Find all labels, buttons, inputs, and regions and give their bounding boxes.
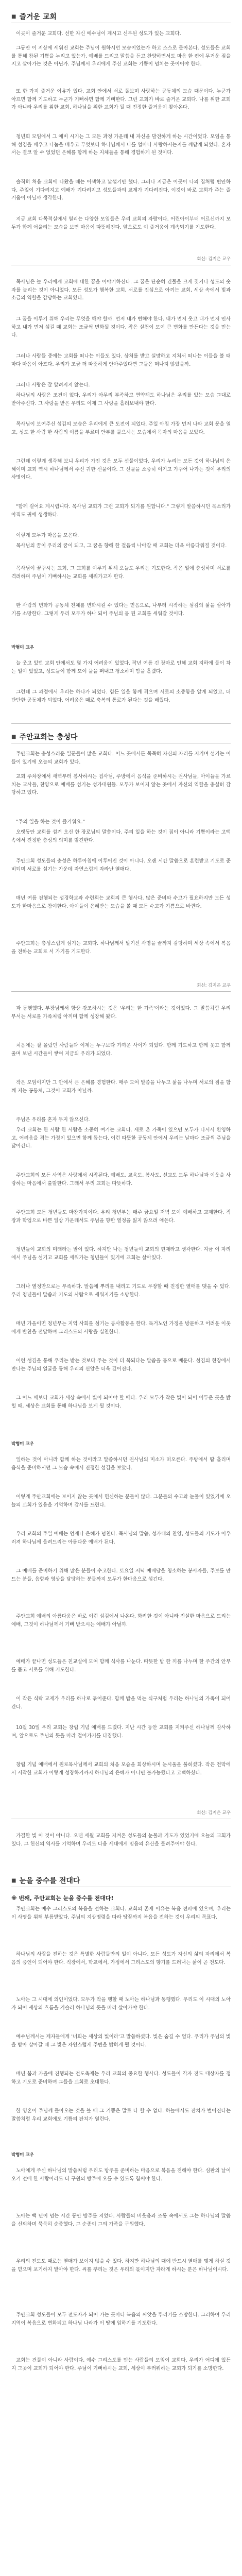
paragraph: 하나님의 사랑을 전하는 것은 특별한 사람들만의 일이 아니다. 모든 성도가 자신의 삶의 자리에서 복음의 증인이 되어야 한다. 직장에서, 학교에서, 가정에서 그리스도의 향기를 드러내는 삶이 곧 전도다. bbox=[11, 1952, 231, 1965]
paragraph: 매년 여름 진행되는 성경학교와 수련회는 교회의 큰 행사다. 많은 준비와 수고가 필요하지만 모든 성도가 한마음으로 참여한다. 아이들이 은혜받는 모습을 볼 때 모든 수고가 기쁨으로 바뀐다. bbox=[11, 895, 231, 909]
paragraph: 목사님은 늘 우리에게 교회에 대한 꿈을 이야기하신다. 그 꿈은 단순히 건물을 크게 짓거나 성도의 숫자를 늘리는 것이 아니었다. 모든 성도가 행복한 교회, 서로를 진심으로 아끼는 교회, 세상 속에서 빛과 소금의 역할을 감당하는 교회였다. bbox=[11, 279, 231, 301]
paragraph: 우리 교회의 주일 예배는 언제나 은혜가 넘친다. 목사님의 말씀, 성가대의 찬양, 성도들의 기도가 어우러져 하나님께 올려드리는 아름다운 예배가 된다. bbox=[11, 1531, 231, 1545]
paragraph: 주안교회는 충성스러운 일꾼들이 많은 교회다. 어느 곳에서든 묵묵히 자신의 자리를 지키며 섬기는 이들이 있기에 오늘의 교회가 있다. bbox=[11, 751, 231, 765]
paragraph: 청년회 모임에서 그 예비 시기는 그 모든 과정 가운데 내 자신을 발견하게 하는 시간이었다. 모임을 통해 섬김을 배우고 나눔을 배우고 무엇보다 하나님께서 나를 얼마나 사랑하시는지를 깨닫게 되었다. 혼자서는 결코 알 수 없었던 은혜를 함께 하는 지체들을 통해 경험하게 된 것이다. bbox=[11, 134, 231, 156]
paragraph: 하나님의 사랑은 조건이 없다. 우리가 아무리 부족하고 연약해도 하나님은 우리를 있는 모습 그대로 받아주신다. 그 사랑을 받은 우리도 이제 그 사랑을 흘려보내야 한다. bbox=[11, 393, 231, 406]
paragraph: 한 사람의 변화가 공동체 전체를 변화시킬 수 있다는 믿음으로, 나부터 시작하는 섬김의 삶을 살아가기를 소망한다. 그렇게 우리 모두가 하나 되어 주님의 몸 된 교회를 세워갈 것이다. bbox=[11, 603, 231, 617]
paragraph: 주안교회 성도들의 충성은 하루아침에 이루어진 것이 아니다. 오랜 시간 말씀으로 훈련받고 기도로 준비되며 서로를 섬기는 가운데 자연스럽게 자라난 열매다. bbox=[11, 858, 231, 872]
paragraph: 그러나 사랑은 잘 알려지지 않는다. bbox=[16, 382, 90, 388]
paragraph: 그 어느 때보다 교회가 세상 속에서 빛이 되어야 할 때다. 우리 모두가 작은 빛이 되어 어두운 곳을 밝힐 때, 세상은 교회를 통해 하나님을 보게 될 것이다. bbox=[11, 1395, 231, 1409]
paragraph: 교회는 건물이 아니라 사람이다. 예수 그리스도를 믿는 사람들의 모임이 교회다. 우리가 어디에 있든지 그곳이 교회가 되어야 한다. 주님이 기뻐하시는 교회, 세상이 부러워하는 교회가 되기를 소망한다. bbox=[11, 2358, 231, 2371]
paragraph: 이곳이 즐거운 교회다. 선한 자신 예수님이 계시고 신부된 성도가 있는 교회다. bbox=[16, 31, 181, 37]
paragraph: 주님은 우리를 혼자 두지 않으신다. bbox=[16, 1117, 90, 1123]
paragraph: 일하는 것이 아니라 함께 하는 것이라고 말씀하시던 권사님의 미소가 떠오른다. 주방에서 땀 흘리며 음식을 준비하시던 그 모습 속에서 진정한 섬김을 보았다. bbox=[11, 1457, 231, 1471]
paragraph: 지금 교회 다목적실에서 열리는 다양한 모임들은 우리 교회의 자랑이다. 어린아이부터 어르신까지 모두가 함께 어울리는 모습을 보면 마음이 따뜻해진다. 앞으로도 이 즐거움이 계속되기를 기도한다. bbox=[11, 216, 231, 230]
paragraph: 그런데 그 과정에서 우리는 하나가 되었다. 힘든 일을 함께 겪으며 서로의 소중함을 알게 되었고, 더 단단한 공동체가 되었다. 어려움은 때로 축복의 통로가 된다는 것을 배웠다. bbox=[11, 689, 231, 703]
paragraph: 이렇게 모두가 마음을 모은다. bbox=[16, 533, 79, 538]
paragraph: 그런데 이렇게 생각해 보니 우리가 가진 것은 모두 선물이었다. 우리가 누리는 모든 것이 하나님의 은혜이며 교회 역시 하나님께서 주신 귀한 선물이다. 그 선물을 소중히 여기고 가꾸어 나가는 것이 우리의 사명이다. bbox=[11, 459, 231, 480]
paragraph: 예배가 끝나면 성도들은 친교실에 모여 함께 식사를 나눈다. 따뜻한 밥 한 끼를 나누며 한 주간의 안부를 묻고 서로를 위해 기도한다. bbox=[11, 1659, 231, 1673]
byline: 회신: 김지은 교우 bbox=[197, 1810, 231, 1816]
paragraph: 우리 교회는 한 사람 한 사람을 소중히 여기는 교회다. 새로 온 가족이 있으면 모두가 나서서 환영하고, 어려움을 겪는 가정이 있으면 함께 돕는다. 이런 따뜻한 공동체 안에서 우리는 날마다 조금씩 주님을 닮아간다. bbox=[11, 1127, 231, 1149]
section-divider bbox=[11, 991, 231, 992]
section-title-3: ■ 주안교회는 충성다 bbox=[11, 733, 78, 741]
author-tag: 박형미 교우 bbox=[11, 645, 34, 650]
paragraph: 또 한 가지 즐거운 이유가 있다. 교회 안에서 서로 돌보며 사랑하는 공동체의 모습 때문이다. 누군가 아프면 함께 기도하고 누군가 기뻐하면 함께 기뻐한다. 그런 교회가 바로 즐거운 교회다. 나를 위한 교회가 아니라 우리를 위한 교회, 하나님을 위한 교회가 될 때 진정한 즐거움이 찾아온다. bbox=[11, 89, 231, 110]
section-title-5: ■ 눈을 중수를 전대다 bbox=[11, 1877, 80, 1885]
paragraph: 목사님이 꿈꾸시는 교회, 그 교회를 이루기 위해 오늘도 우리는 기도한다. 작은 일에 충성하며 서로를 격려하며 주님이 기뻐하시는 교회를 세워가고자 한다. bbox=[11, 566, 231, 580]
paragraph: 늘 웃고 있던 교회 안에서도 몇 가지 어려움이 있었다. 작년 여름 긴 장마로 인해 교회 지하에 물이 차는 일이 있었고, 성도들이 함께 모여 물을 퍼내고 청소하며 땀을 흘렸다. bbox=[11, 660, 231, 674]
paragraph: 10월 30일 우리 교회는 창립 기념 예배를 드렸다. 지난 시간 동안 교회를 지켜주신 하나님께 감사하며, 앞으로도 주님의 뜻을 따라 걸어가기를 다짐했다. bbox=[11, 1725, 231, 1739]
paragraph: "함께 걸어요 계시렵니다. 목사님 교회가 그런 교회가 되기를 원합니다." 그렇게 말씀하시던 목소리가 아직도 귀에 생생하다. bbox=[11, 504, 231, 518]
paragraph: 작은 모임이지만 그 안에서 큰 은혜를 경험한다. 매주 모여 말씀을 나누고 삶을 나누며 서로의 짐을 함께 지는 공동체, 그것이 교회가 아닐까. bbox=[11, 1080, 231, 1094]
paragraph: 주안교회 성도들이 모두 전도자가 되어 가는 곳마다 복음의 씨앗을 뿌리기를 소망한다. 그리하여 우리 지역이 복음으로 변화되고 하나님 나라가 이 땅에 임하기를 기도한다. bbox=[11, 2312, 231, 2326]
paragraph: 그 꿈을 이루기 위해 우리는 무엇을 해야 할까. 먼저 내가 변해야 한다. 내가 먼저 웃고 내가 먼저 인사하고 내가 먼저 섬길 때 교회는 조금씩 변화될 것이다. 작은 실천이 모여 큰 변화를 만든다는 것을 믿는다. bbox=[11, 316, 231, 338]
paragraph: 노아에게 주신 하나님의 말씀처럼 우리도 방주를 준비하는 마음으로 복음을 전해야 한다. 심판의 날이 오기 전에 한 사람이라도 더 구원의 방주에 오를 수 있도록 힘써야 한다. bbox=[11, 2168, 231, 2182]
paragraph: 주안교회 모든 청년들도 마찬가지이다. 우리 청년부는 매주 금요일 저녁 모여 예배하고 교제한다. 직장과 학업으로 바쁜 일상 가운데서도 주님을 향한 열정을 잃지 않으려 애쓴다. bbox=[11, 1210, 231, 1224]
bullet-icon: ■ bbox=[11, 734, 16, 740]
paragraph: 주안교회는 예수 그리스도의 복음을 전하는 교회다. 교회의 존재 이유는 복음 전파에 있으며, 우리는 이 사명을 위해 부름받았다. 주님의 지상명령을 따라 땅끝까지 복음을 전하는 것이 우리의 목표다. bbox=[11, 1906, 231, 1920]
bullet-icon: ■ bbox=[11, 13, 16, 20]
paragraph: 그동안 이 지상에 세워진 교회는 주님이 원하시던 모습이었는가 하고 스스로 돌아본다. 성도들은 교회를 통해 참된 기쁨을 누리고 있는가. 예배를 드리고 말씀을 듣고 찬양하면서도 마음 한 켠에 무거운 짐을 지고 살아가는 것은 아닌가. 주님께서 우리에게 주신 교회는 기쁨이 넘치는 곳이어야 한다. bbox=[11, 45, 231, 67]
paragraph: 솔직히 처음 교회에 나왔을 때는 어색하고 낯설기만 했다. 그러나 지금은 이곳이 나의 집처럼 편안하다. 주일이 기다려지고 예배가 기다려지고 성도들과의 교제가 기다려진다. 이것이 바로 교회가 주는 즐거움이 아닐까 생각한다. bbox=[11, 179, 231, 201]
paragraph: 이렇게 주안교회에는 보이지 않는 곳에서 헌신하는 분들이 많다. 그분들의 수고와 눈물이 있었기에 오늘의 교회가 있음을 기억하며 감사를 드린다. bbox=[11, 1494, 231, 1508]
paragraph: 창립 기념 예배에서 원로목사님께서 교회의 처음 모습을 회상하시며 눈시울을 붉히셨다. 작은 천막에서 시작한 교회가 이렇게 성장하기까지 하나님의 은혜가 아니면 불가능했다고 고백하셨다. bbox=[11, 1762, 231, 1776]
sub-heading: ※ 번째, 주안교회는 눈을 중수를 전대다! bbox=[11, 1895, 114, 1902]
byline: 회신: 김지은 교우 bbox=[197, 257, 231, 262]
paragraph: 매년 가을이면 청년부는 지역 사회를 섬기는 봉사활동을 한다. 독거노인 가정을 방문하고 어려운 이웃에게 반찬을 전달하며 그리스도의 사랑을 실천한다. bbox=[11, 1321, 231, 1335]
section-title-1: ■ 즐거운 교회 bbox=[11, 13, 57, 21]
paragraph: 목사님의 꿈이 우리의 꿈이 되고, 그 꿈을 향해 한 걸음씩 나아갈 때 교회는 더욱 아름다워질 것이다. bbox=[16, 543, 227, 549]
byline: 회신: 김지은 교우 bbox=[197, 983, 231, 988]
author-tag: 박형미 교우 bbox=[11, 1442, 34, 1447]
paragraph: 주안교회는 충성스럽게 섬기는 교회다. 하나님께서 맡기신 사명을 끝까지 감당하며 세상 속에서 복음을 전하는 교회로 서 가기를 기도한다. bbox=[11, 941, 231, 955]
paragraph: 주안교회의 모든 사역은 사랑에서 시작된다. 예배도, 교육도, 봉사도, 선교도 모두 하나님과 이웃을 사랑하는 마음에서 출발한다. 그래서 우리 교회는 따뜻하다. bbox=[11, 1173, 231, 1187]
paragraph: 주안교회 예배의 아름다움은 바로 이런 섬김에서 나온다. 화려한 것이 아니라 진실한 마음으로 드리는 예배, 그것이 하나님께서 기뻐 받으시는 예배가 아닐까. bbox=[11, 1614, 231, 1628]
paragraph: 가결한 빛 이 것이 아니다. 오랜 세월 교회를 지켜온 성도들의 눈물과 기도가 있었기에 오늘의 교회가 있다. 그 헌신의 역사를 기억하며 우리도 다음 세대에게 믿음의 유산을 물려주어야 한다. bbox=[11, 1833, 231, 1847]
paragraph: 그 예배를 준비하기 위해 많은 분들이 수고한다. 토요일 저녁 예배당을 청소하는 봉사자들, 주보를 만드는 분들, 음향과 영상을 담당하는 분들까지 모두가 한마음으로 섬긴다. bbox=[11, 1568, 231, 1582]
paragraph: 노아는 백 년이 넘는 시간 동안 방주를 지었다. 사람들의 비웃음과 조롱 속에서도 그는 하나님의 말씀을 신뢰하며 묵묵히 순종했다. 그 순종이 그의 가족을 구원했다. bbox=[11, 2213, 231, 2227]
paragraph: 청년들이 교회의 미래라는 말이 있다. 하지만 나는 청년들이 교회의 현재라고 생각한다. 지금 이 자리에서 주님을 섬기고 교회를 세워가는 청년들이 있기에 교회는 살아있다. bbox=[11, 1247, 231, 1261]
paragraph: 목사님이 보여주신 섬김의 모습은 우리에게 큰 도전이 되었다. 주일 아침 가장 먼저 나와 교회 문을 열고, 성도 한 사람 한 사람의 이름을 부르며 안부를 물으시는 모습에서 목자의 마음을 보았다. bbox=[11, 421, 231, 435]
paragraph: 과 동행했다. 부장님께서 항상 강조하시는 것은 '우리는 한 가족'이라는 것이었다. 그 말씀처럼 우리 부서는 서로를 가족처럼 아끼며 함께 성장해 왔다. bbox=[11, 1006, 231, 1020]
paragraph: 그러나 사람들 중에는 교회를 떠나는 이들도 있다. 상처를 받고 실망하고 지쳐서 떠나는 이들을 볼 때마다 마음이 아프다. 우리가 조금 더 따뜻하게 안아주었다면 그들은 떠나지 않았을까. bbox=[11, 353, 231, 367]
paragraph: 노아는 그 시대에 의인이었다. 모두가 악을 행할 때 노아는 하나님과 동행했다. 우리도 이 시대의 노아가 되어 세상의 흐름을 거슬러 하나님의 뜻을 따라 살아가야 한다. bbox=[11, 1997, 231, 2011]
paragraph: 교회 주차장에서 새벽부터 봉사하시는 집사님, 주방에서 음식을 준비하시는 권사님들, 아이들을 가르치는 교사들, 찬양으로 예배를 섬기는 성가대원들. 모두가 보이지 않는 곳에서 자신의 역할을 충실히 감당하고 있다. bbox=[11, 774, 231, 795]
paragraph: 한 영혼이 주님께 돌아오는 것을 볼 때 그 기쁨은 말로 다 할 수 없다. 하늘에서도 잔치가 벌어진다는 말씀처럼 우리 교회에도 기쁨의 잔치가 열린다. bbox=[11, 2108, 231, 2122]
paragraph: 오랫동안 교회를 섬겨 오신 한 장로님의 말씀이다. 주의 일을 하는 것이 짐이 아니라 기쁨이라는 고백 속에서 진정한 충성의 의미를 발견한다. bbox=[11, 829, 231, 843]
paragraph: "주의 일을 하는 것이 즐거워요." bbox=[16, 819, 85, 825]
paragraph: 그러나 열정만으로는 부족하다. 말씀에 뿌리를 내리고 기도로 무장할 때 진정한 열매를 맺을 수 있다. 우리 청년들이 말씀과 기도의 사람으로 세워지기를 소망한다. bbox=[11, 1284, 231, 1298]
paragraph: 예수님께서는 제자들에게 '너희는 세상의 빛이라'고 말씀하셨다. 빛은 숨길 수 없다. 우리가 주님의 빛을 받아 살아갈 때 그 빛은 자연스럽게 주변을 밝히게 될 것이다. bbox=[11, 2034, 231, 2048]
paragraph: 매년 봄과 가을에 진행되는 전도축제는 우리 교회의 중요한 행사다. 성도들이 각자 전도 대상자를 정하고 기도로 준비하며 그들을 교회로 초대한다. bbox=[11, 2071, 231, 2085]
paragraph: 우리의 전도도 때로는 열매가 보이지 않을 수 있다. 하지만 하나님의 때에 반드시 열매를 맺게 하실 것을 믿으며 포기하지 말아야 한다. 씨를 뿌리는 것은 우리의 몫이지만 자라게 하시는 분은 하나님이시다. bbox=[11, 2259, 231, 2273]
section-divider bbox=[11, 723, 231, 724]
author-tag: 박형미 교우 bbox=[11, 2153, 34, 2158]
bullet-icon: ■ bbox=[11, 1877, 16, 1884]
paragraph: 이 작은 식탁 교제가 우리를 하나로 묶어준다. 함께 밥을 먹는 식구처럼 우리는 하나님의 가족이 되어간다. bbox=[11, 1696, 231, 1710]
paragraph: 처음에는 잘 몰랐던 사람들과 이제는 누구보다 가까운 사이가 되었다. 함께 기도하고 함께 웃고 함께 울며 보낸 시간들이 쌓여 지금의 우리가 되었다. bbox=[11, 1043, 231, 1057]
paragraph: 이런 섬김을 통해 우리는 받는 것보다 주는 것이 더 복되다는 말씀을 몸으로 배운다. 섬김의 현장에서 만나는 주님의 얼굴을 통해 우리의 신앙은 더욱 깊어진다. bbox=[11, 1358, 231, 1372]
